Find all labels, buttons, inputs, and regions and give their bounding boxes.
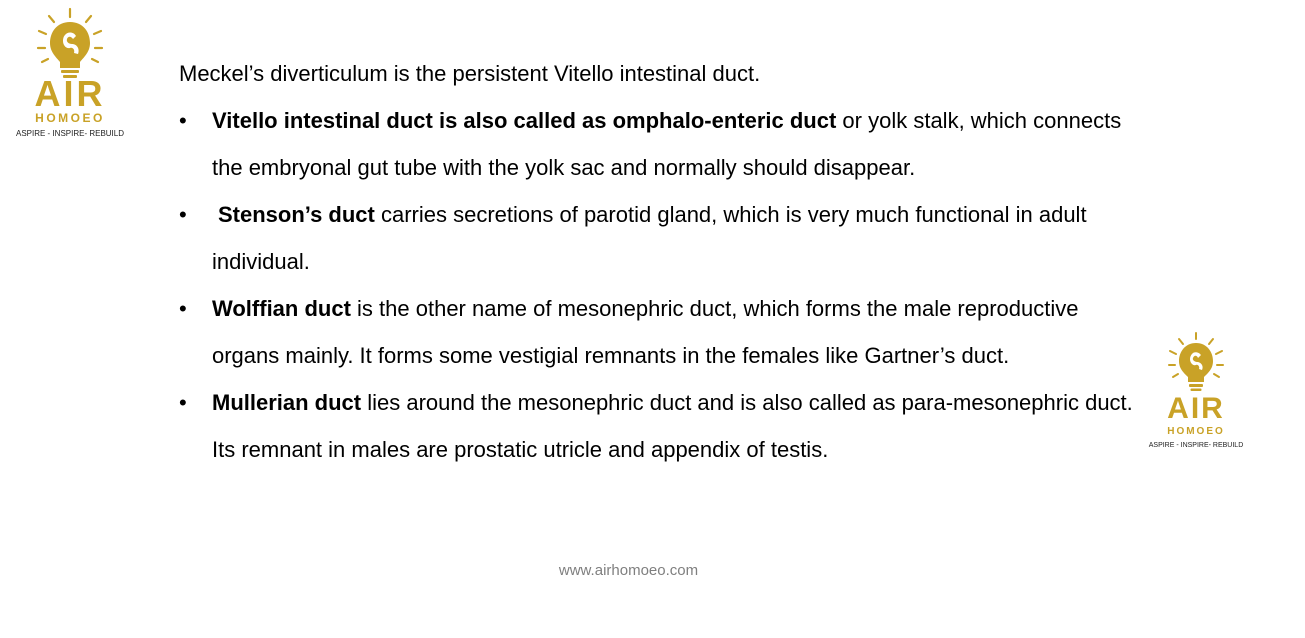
bullet-item-wolffian	[179, 285, 1139, 379]
bullet-term: Mullerian duct	[212, 390, 362, 415]
bullet-dot: •	[179, 390, 187, 415]
bullet-text	[212, 390, 1133, 462]
bullet-item-mullerian	[179, 379, 1139, 473]
logo-brand: AIR	[34, 73, 106, 114]
bullet-description: is the other name of mesonephric duct, which forms the male reproductive organs mainly. It forms some vestigial remnants in the females like Gartner’s duct.	[212, 296, 1079, 368]
logo-brand: AIR	[1167, 392, 1225, 425]
footer-website-url: www.airhomoeo.com	[558, 562, 699, 579]
air-homoeo-logo-right	[1148, 330, 1244, 452]
bullet-text	[212, 108, 1121, 180]
bullet-item-stenson	[179, 191, 1139, 285]
bullet-text	[212, 296, 1079, 368]
logo-sub: HOMOEO	[1167, 426, 1225, 437]
logo-sub: HOMOEO	[35, 111, 105, 125]
bullet-term: Vitello intestinal duct is also called as omphalo-enteric duct	[212, 108, 837, 133]
bullet-list	[179, 97, 1139, 473]
air-homoeo-logo-top	[12, 6, 128, 140]
bullet-description: or yolk stalk, which connects the embryonal gut tube with the yolk sac and normally should disappear.	[212, 108, 1122, 180]
bullet-term: Wolffian duct	[212, 296, 351, 321]
bullet-dot: •	[179, 296, 187, 321]
bullet-item-vitello	[179, 97, 1139, 191]
bullet-text	[212, 202, 1087, 274]
logo-tagline: ASPIRE - INSPIRE- REBUILD	[1148, 442, 1244, 449]
slide-content	[179, 50, 1139, 473]
bullet-description: carries secretions of parotid gland, which is very much functional in adult individual.	[212, 202, 1087, 274]
intro-text: Meckel’s diverticulum is the persistent Vitello intestinal duct.	[179, 61, 761, 86]
logo-tagline: ASPIRE - INSPIRE- REBUILD	[15, 129, 125, 138]
bullet-term: Stenson’s duct	[218, 202, 375, 227]
bullet-dot: •	[179, 108, 187, 133]
bullet-description: lies around the mesonephric duct and is also called as para-mesonephric duct. Its remnant in males are prostatic utricle and appendix of testis.	[212, 390, 1133, 462]
bullet-dot: •	[179, 202, 187, 227]
